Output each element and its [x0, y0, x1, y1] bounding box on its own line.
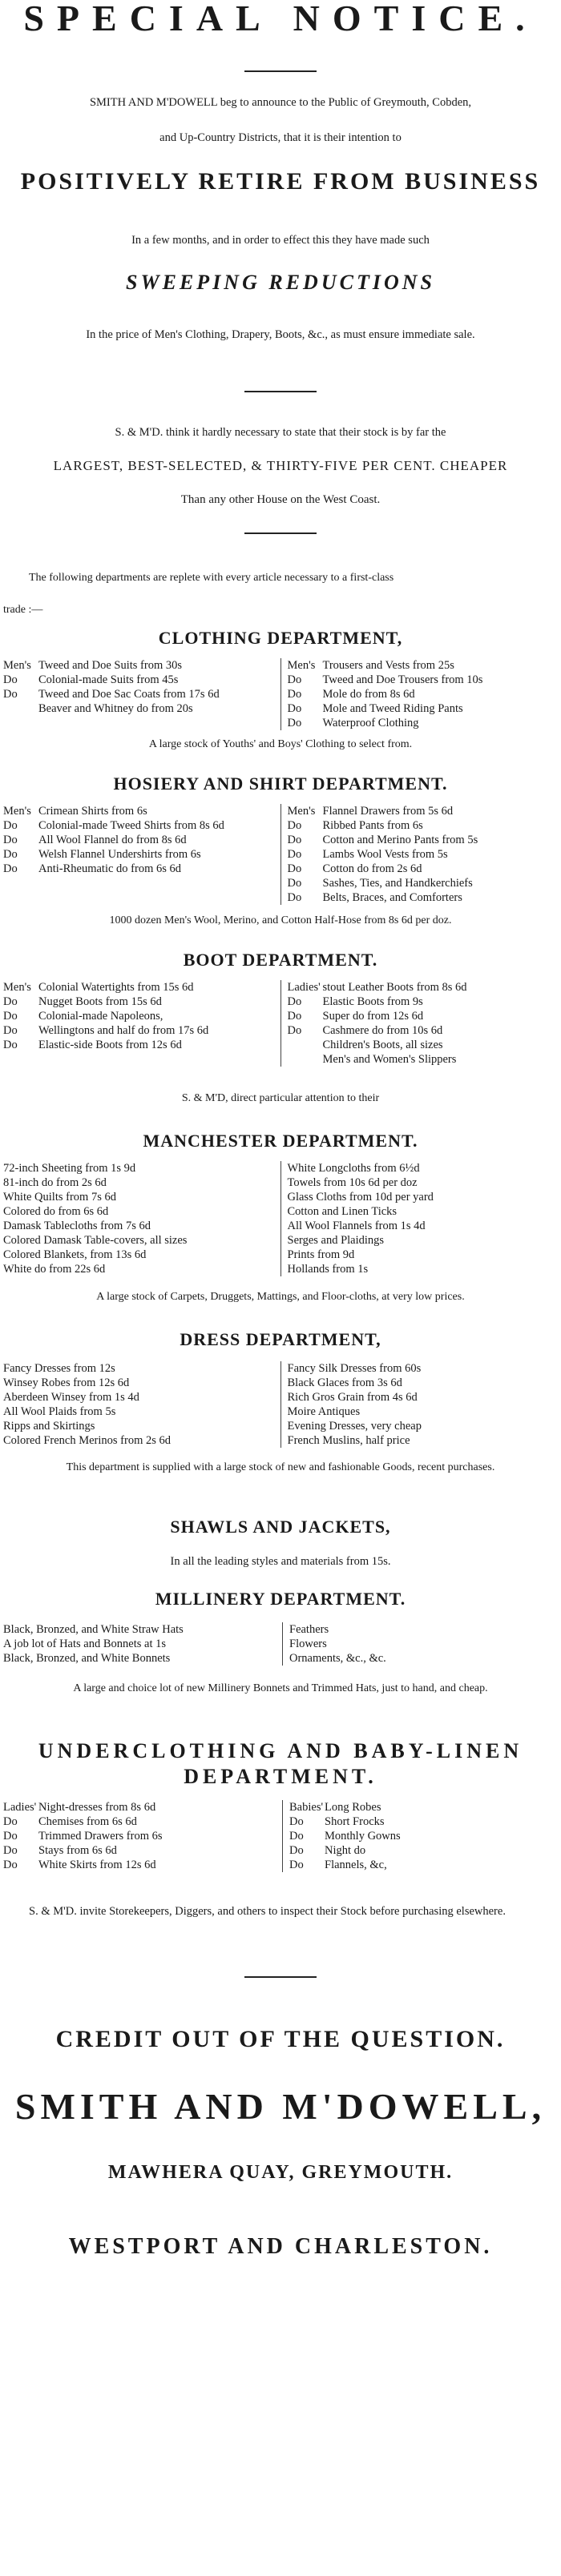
item-prefix: Men's	[3, 981, 31, 994]
list-item	[288, 687, 559, 701]
item-text: Hollands from 1s	[287, 1263, 369, 1276]
list-item	[288, 1405, 559, 1419]
item-text: Black, Bronzed, and White Straw Hats	[3, 1623, 184, 1636]
item-prefix: Do	[287, 673, 302, 686]
list-item	[288, 1233, 559, 1248]
list-item	[288, 1038, 559, 1052]
item-text: Elastic Boots from 9s	[322, 995, 423, 1008]
list-item	[3, 1829, 276, 1843]
list-item	[3, 995, 274, 1009]
item-prefix: Do	[287, 702, 302, 715]
list-item	[3, 1248, 274, 1262]
item-text: Flannel Drawers from 5s 6d	[322, 805, 454, 818]
list-item	[3, 1376, 274, 1390]
item-prefix	[288, 1052, 323, 1067]
item-prefix: Do	[3, 1844, 18, 1857]
list-item	[3, 1419, 274, 1433]
item-text: Colored do from 6s 6d	[3, 1205, 109, 1218]
item-text: White do from 22s 6d	[3, 1263, 106, 1276]
branches-line: WESTPORT AND CHARLESTON.	[68, 2234, 493, 2259]
list-item	[288, 804, 559, 818]
clothing-footer: A large stock of Youths' and Boys' Clothing to select from.	[148, 738, 413, 750]
item-text: Colonial Watertights from 15s 6d	[38, 981, 194, 994]
item-text: Night-dresses from 8s 6d	[38, 1801, 156, 1814]
list-item	[3, 1405, 274, 1419]
list-item	[3, 1190, 274, 1204]
item-text: Colonial-made Napoleons,	[38, 1010, 163, 1023]
item-prefix: Do	[3, 1039, 18, 1051]
item-text: Welsh Flannel Undershirts from 6s	[38, 848, 201, 861]
divider	[244, 1976, 317, 1978]
list-item	[3, 658, 274, 673]
list-item	[3, 701, 274, 716]
item-prefix: Do	[287, 891, 302, 904]
item-text: Belts, Braces, and Comforters	[322, 891, 462, 904]
list-item	[288, 862, 559, 876]
item-text: Nugget Boots from 15s 6d	[38, 995, 162, 1008]
price-line: In the price of Men's Clothing, Drapery, Boots, &c., as must ensure immediate sale.	[86, 328, 475, 341]
item-text: White Quilts from 7s 6d	[3, 1191, 116, 1204]
item-text: Rich Gros Grain from 4s 6d	[287, 1391, 418, 1404]
shawls-title: SHAWLS AND JACKETS,	[170, 1517, 391, 1537]
list-item	[3, 1843, 276, 1858]
list-item	[288, 876, 559, 890]
item-prefix: Men's	[3, 805, 31, 818]
item-prefix: Do	[3, 1024, 18, 1037]
list-item	[3, 1361, 274, 1376]
item-prefix: Men's	[3, 659, 31, 672]
list-item	[289, 1843, 558, 1858]
item-text: French Muslins, half price	[287, 1434, 410, 1447]
item-text: Colored Blankets, from 13s 6d	[3, 1248, 147, 1261]
list-item	[3, 1233, 274, 1248]
item-prefix: Do	[287, 819, 302, 832]
list-item	[288, 1190, 559, 1204]
clothing-left-column	[3, 658, 280, 730]
item-text: White Skirts from 12s 6d	[38, 1859, 156, 1871]
item-text: 72-inch Sheeting from 1s 9d	[3, 1162, 136, 1175]
item-text: Super do from 12s 6d	[322, 1010, 424, 1023]
item-text: Ornaments, &c., &c.	[289, 1652, 386, 1665]
departments-intro-2: trade :—	[3, 604, 43, 616]
item-prefix	[3, 701, 38, 716]
item-text: Crimean Shirts from 6s	[38, 805, 147, 818]
item-prefix: Do	[3, 1010, 18, 1023]
list-item	[289, 1637, 558, 1651]
list-item	[288, 833, 559, 847]
list-item	[288, 1361, 559, 1376]
item-text: Black Glaces from 3s 6d	[287, 1376, 402, 1389]
address-line: MAWHERA QUAY, GREYMOUTH.	[107, 2162, 454, 2183]
list-item	[288, 1419, 559, 1433]
item-text: Trousers and Vests from 25s	[322, 659, 454, 672]
item-text: Waterproof Clothing	[322, 717, 419, 729]
item-text: Cotton and Merino Pants from 5s	[322, 834, 478, 846]
dress-list	[3, 1361, 558, 1448]
retire-heading: POSITIVELY RETIRE FROM BUSINESS	[20, 168, 541, 195]
item-prefix: Do	[287, 717, 302, 729]
item-prefix	[288, 1038, 323, 1052]
item-text: Children's Boots, all sizes	[322, 1039, 443, 1051]
item-prefix: Do	[3, 995, 18, 1008]
underclothing-right-column	[282, 1800, 558, 1872]
hosiery-list	[3, 804, 558, 905]
list-item	[3, 833, 274, 847]
item-text: Cashmere do from 10s 6d	[322, 1024, 443, 1037]
underclothing-left-column	[3, 1800, 282, 1872]
list-item	[288, 818, 559, 833]
list-item	[288, 658, 559, 673]
list-item	[3, 1800, 276, 1814]
item-prefix: Do	[287, 995, 302, 1008]
item-text: All Wool Flannels from 1s 4d	[287, 1220, 426, 1232]
item-text: Cotton and Linen Ticks	[287, 1205, 398, 1218]
item-text: Tweed and Doe Trousers from 10s	[322, 673, 483, 686]
list-item	[3, 1637, 276, 1651]
item-prefix: Do	[287, 848, 302, 861]
list-item	[3, 847, 274, 862]
list-item	[289, 1814, 558, 1829]
dress-right-column	[280, 1361, 559, 1448]
list-item	[3, 980, 274, 995]
dress-footer: This department is supplied with a large stock of new and fashionable Goods, recent purchases.	[66, 1461, 495, 1473]
list-item	[3, 1009, 274, 1023]
item-text: Mole and Tweed Riding Pants	[322, 702, 463, 715]
list-item	[3, 818, 274, 833]
item-text: stout Leather Boots from 8s 6d	[322, 981, 467, 994]
millinery-department-title: MILLINERY DEPARTMENT.	[155, 1589, 406, 1609]
list-item	[289, 1800, 558, 1814]
millinery-footer: A large and choice lot of new Millinery Bonnets and Trimmed Hats, just to hand, and cheap.	[73, 1682, 488, 1694]
list-item	[289, 1651, 558, 1666]
list-item	[288, 1009, 559, 1023]
item-text: Long Robes	[325, 1801, 381, 1814]
list-item	[3, 1038, 274, 1052]
underclothing-list	[3, 1800, 558, 1872]
hosiery-left-column	[3, 804, 280, 905]
item-prefix: Do	[289, 1830, 304, 1843]
item-text: Prints from 9d	[287, 1248, 355, 1261]
list-item	[288, 1161, 559, 1175]
item-text: A job lot of Hats and Bonnets at 1s	[3, 1638, 166, 1650]
item-text: Monthly Gowns	[325, 1830, 401, 1843]
item-text: Damask Tablecloths from 7s 6d	[3, 1220, 151, 1232]
list-item	[289, 1829, 558, 1843]
item-prefix: Do	[3, 1815, 18, 1828]
stock-line-2: LARGEST, BEST-SELECTED, & THIRTY-FIVE PER CENT. CHEAPER	[53, 458, 508, 473]
stock-line-1: S. & M'D. think it hardly necessary to state that their stock is by far the	[115, 426, 446, 439]
item-text: Tweed and Doe Suits from 30s	[38, 659, 182, 672]
manchester-list	[3, 1161, 558, 1276]
list-item	[288, 716, 559, 730]
item-text: Fancy Silk Dresses from 60s	[287, 1362, 422, 1375]
list-item	[288, 1376, 559, 1390]
list-item	[288, 673, 559, 687]
boot-list	[3, 980, 558, 1067]
item-prefix: Do	[287, 877, 302, 890]
boot-left-column	[3, 980, 280, 1067]
item-prefix: Do	[3, 688, 18, 701]
item-text: All Wool Flannel do from 8s 6d	[38, 834, 187, 846]
item-text: Colonial-made Suits from 45s	[38, 673, 179, 686]
list-item	[288, 1262, 559, 1276]
item-prefix: Men's	[287, 659, 316, 672]
item-text: White Longcloths from 6½d	[287, 1162, 420, 1175]
hosiery-right-column	[280, 804, 559, 905]
item-prefix: Do	[3, 834, 18, 846]
item-text: Mole do from 8s 6d	[322, 688, 415, 701]
item-text: Towels from 10s 6d per doz	[287, 1176, 418, 1189]
item-text: 81-inch do from 2s 6d	[3, 1176, 107, 1189]
dress-left-column	[3, 1361, 280, 1448]
item-prefix: Do	[287, 1010, 302, 1023]
list-item	[3, 687, 274, 701]
list-item	[288, 1204, 559, 1219]
item-prefix: Men's	[287, 805, 316, 818]
list-item	[289, 1622, 558, 1637]
item-prefix: Ladies'	[287, 981, 321, 994]
departments-intro-1: The following departments are replete with every article necessary to a first-class	[29, 572, 394, 584]
clothing-list	[3, 658, 558, 730]
divider	[244, 391, 317, 392]
intro-line-2: and Up-Country Districts, that it is their intention to	[159, 131, 402, 144]
manchester-department-title: MANCHESTER DEPARTMENT.	[143, 1131, 418, 1151]
item-text: Trimmed Drawers from 6s	[38, 1830, 163, 1843]
item-text: Short Frocks	[325, 1815, 385, 1828]
millinery-left-column	[3, 1622, 282, 1666]
item-prefix: Do	[287, 688, 302, 701]
list-item	[3, 1858, 276, 1872]
item-text: Chemises from 6s 6d	[38, 1815, 137, 1828]
divider	[244, 70, 317, 72]
item-prefix: Do	[3, 862, 18, 875]
list-item	[289, 1858, 558, 1872]
shawls-line: In all the leading styles and materials from 15s.	[170, 1555, 391, 1568]
item-text: Aberdeen Winsey from 1s 4d	[3, 1391, 139, 1404]
item-text: Colored Damask Table-covers, all sizes	[3, 1234, 188, 1247]
boot-department-title: BOOT DEPARTMENT.	[183, 950, 378, 970]
item-prefix: Do	[287, 834, 302, 846]
list-item	[288, 847, 559, 862]
list-item	[288, 1023, 559, 1038]
list-item	[3, 1622, 276, 1637]
item-text: Beaver and Whitney do from 20s	[38, 702, 193, 715]
item-prefix: Do	[3, 819, 18, 832]
item-prefix: Ladies'	[3, 1801, 37, 1814]
item-text: Wellingtons and half do from 17s 6d	[38, 1024, 209, 1037]
clothing-department-title: CLOTHING DEPARTMENT,	[158, 628, 403, 648]
item-text: Cotton do from 2s 6d	[322, 862, 422, 875]
item-text: Black, Bronzed, and White Bonnets	[3, 1652, 171, 1665]
list-item	[3, 1175, 274, 1190]
list-item	[3, 1023, 274, 1038]
list-item	[3, 1814, 276, 1829]
item-prefix: Do	[3, 1859, 18, 1871]
item-text: Moire Antiques	[287, 1405, 361, 1418]
manchester-right-column	[280, 1161, 559, 1276]
list-item	[3, 1433, 274, 1448]
list-item	[3, 804, 274, 818]
list-item	[3, 1161, 274, 1175]
list-item	[288, 701, 559, 716]
item-text: Colonial-made Tweed Shirts from 8s 6d	[38, 819, 224, 832]
item-text: Winsey Robes from 12s 6d	[3, 1376, 130, 1389]
boot-right-column	[280, 980, 559, 1067]
item-text: Night do	[325, 1844, 366, 1857]
list-item	[288, 1052, 559, 1067]
item-prefix: Do	[287, 1024, 302, 1037]
hosiery-department-title: HOSIERY AND SHIRT DEPARTMENT.	[113, 774, 448, 794]
business-name: SMITH AND M'DOWELL,	[14, 2086, 547, 2127]
item-text: Serges and Plaidings	[287, 1234, 385, 1247]
list-item	[3, 1219, 274, 1233]
item-prefix: Do	[287, 862, 302, 875]
item-prefix: Do	[3, 1830, 18, 1843]
item-text: All Wool Plaids from 5s	[3, 1405, 116, 1418]
clothing-right-column	[280, 658, 559, 730]
stock-line-3: Than any other House on the West Coast.	[180, 493, 381, 506]
item-prefix: Do	[3, 848, 18, 861]
list-item	[288, 1390, 559, 1405]
item-text: Flowers	[289, 1638, 327, 1650]
list-item	[3, 1390, 274, 1405]
list-item	[3, 1204, 274, 1219]
item-text: Stays from 6s 6d	[38, 1844, 117, 1857]
page-title: SPECIAL NOTICE.	[23, 0, 538, 38]
item-text: Tweed and Doe Sac Coats from 17s 6d	[38, 688, 220, 701]
item-text: Elastic-side Boots from 12s 6d	[38, 1039, 182, 1051]
item-text: Ripps and Skirtings	[3, 1420, 95, 1433]
item-text: Flannels, &c,	[325, 1859, 387, 1871]
manchester-left-column	[3, 1161, 280, 1276]
list-item	[288, 1248, 559, 1262]
item-text: Anti-Rheumatic do from 6s 6d	[38, 862, 182, 875]
item-text: Evening Dresses, very cheap	[287, 1420, 422, 1433]
list-item	[3, 673, 274, 687]
underclothing-title-2: DEPARTMENT.	[184, 1765, 377, 1788]
hosiery-footer: 1000 dozen Men's Wool, Merino, and Cotton Half-Hose from 8s 6d per doz.	[109, 914, 452, 926]
item-text: Fancy Dresses from 12s	[3, 1362, 115, 1375]
credit-heading: CREDIT OUT OF THE QUESTION.	[55, 2026, 506, 2052]
millinery-list	[3, 1622, 558, 1666]
list-item	[288, 995, 559, 1009]
divider	[244, 532, 317, 534]
intro-line-1: SMITH AND M'DOWELL beg to announce to the Public of Greymouth, Cobden,	[89, 96, 472, 109]
item-text: Lambs Wool Vests from 5s	[322, 848, 448, 861]
item-text: Glass Cloths from 10d per yard	[287, 1191, 434, 1204]
list-item	[288, 890, 559, 905]
list-item	[288, 1175, 559, 1190]
manchester-footer: A large stock of Carpets, Druggets, Mattings, and Floor-cloths, at very low prices.	[96, 1291, 465, 1303]
item-prefix: Do	[289, 1859, 304, 1871]
item-text: Men's and Women's Slippers	[322, 1053, 457, 1066]
sweeping-heading: SWEEPING REDUCTIONS	[126, 271, 435, 294]
item-prefix: Do	[289, 1844, 304, 1857]
dress-department-title: DRESS DEPARTMENT,	[180, 1329, 381, 1349]
item-prefix: Babies'	[289, 1801, 324, 1814]
item-prefix: Do	[3, 673, 18, 686]
list-item	[3, 1262, 274, 1276]
millinery-right-column	[282, 1622, 558, 1666]
list-item	[288, 980, 559, 995]
list-item	[3, 862, 274, 876]
item-text: Sashes, Ties, and Handkerchiefs	[322, 877, 473, 890]
item-text: Feathers	[289, 1623, 329, 1636]
invite-text: S. & M'D. invite Storekeepers, Diggers, and others to inspect their Stock before purchasing elsewhere.	[29, 1905, 506, 1918]
list-item	[288, 1433, 559, 1448]
boot-footer: S. & M'D, direct particular attention to their	[181, 1092, 380, 1104]
item-text: Colored French Merinos from 2s 6d	[3, 1434, 172, 1447]
item-prefix: Do	[289, 1815, 304, 1828]
underclothing-title-1: UNDERCLOTHING AND BABY-LINEN	[38, 1739, 523, 1762]
list-item	[288, 1219, 559, 1233]
list-item	[3, 1651, 276, 1666]
months-line: In a few months, and in order to effect this they have made such	[131, 234, 430, 247]
item-text: Ribbed Pants from 6s	[322, 819, 423, 832]
